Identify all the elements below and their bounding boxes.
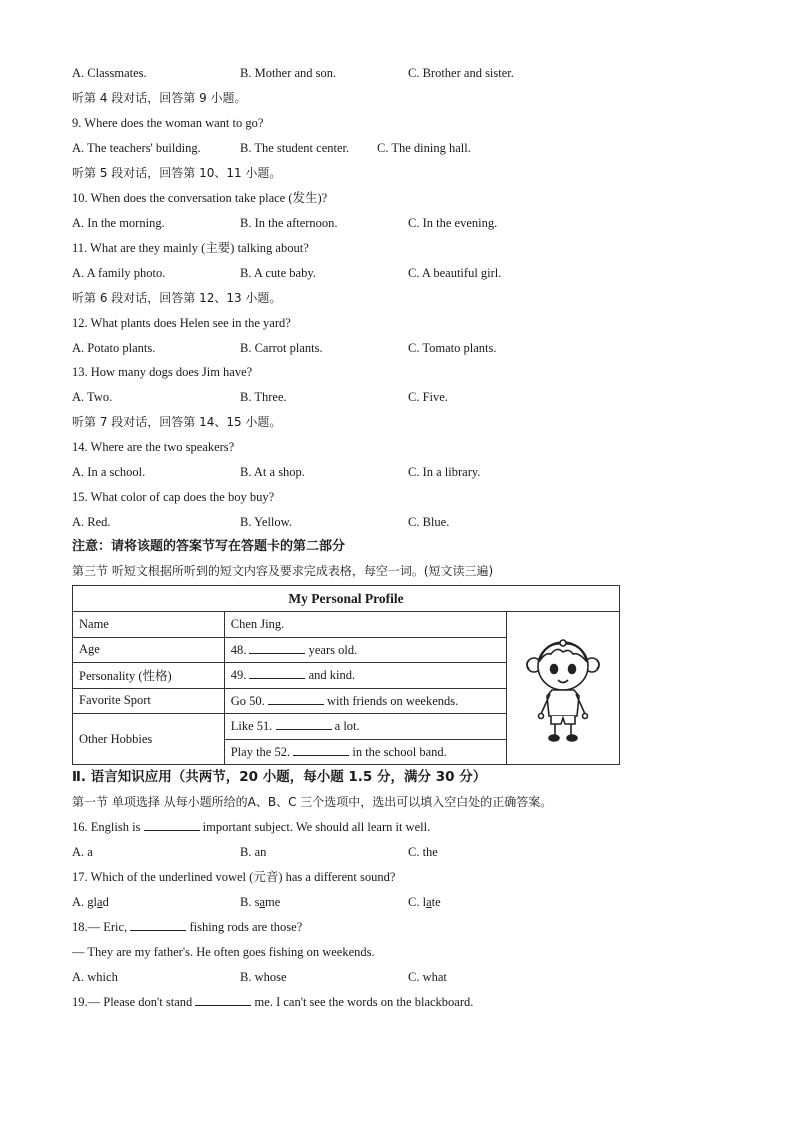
question-17: 17. Which of the underlined vowel (元音) has a different sound? [72, 870, 396, 884]
question-text: fishing rods are those? [189, 920, 303, 934]
row-text: a lot. [334, 719, 360, 734]
answer-blank[interactable] [268, 693, 324, 705]
option-a: A. The teachers' building. [72, 141, 201, 155]
blank-number: Go 50. [230, 693, 265, 708]
row-text: years old. [308, 642, 358, 657]
option-c: C. The dining hall. [377, 141, 471, 155]
table-row [73, 612, 620, 638]
option-c: C. Tomato plants. [408, 341, 497, 355]
section-2-heading: Ⅱ. 语言知识应用（共两节，20 小题，每小题 1.5 分，满分 30 分） [72, 769, 487, 785]
answer-blank[interactable] [195, 994, 251, 1006]
row-label: Name [73, 612, 225, 638]
option-c: C. Five. [408, 390, 448, 404]
row-value [224, 663, 506, 689]
option-a: A. In a school. [72, 465, 146, 479]
option-c: C. the [408, 845, 438, 859]
option-b: B. At a shop. [240, 465, 305, 479]
question-19 [72, 993, 473, 1011]
row-label: Other Hobbies [73, 714, 225, 765]
option-c: C. Blue. [408, 515, 450, 529]
option-c: C. In a library. [408, 465, 481, 479]
option-a: A. which [72, 970, 118, 984]
option-c: C. A beautiful girl. [408, 266, 502, 280]
blank-number: 48. [230, 642, 247, 657]
option-a: A. a [72, 845, 93, 859]
option-b: B. A cute baby. [240, 266, 316, 280]
option-a: A. Two. [72, 390, 113, 404]
option-a: A. A family photo. [72, 266, 166, 280]
question-text: 16. English is [72, 820, 141, 834]
part3-instruction: 第三节 听短文根据所听到的短文内容及要求完成表格，每空一词。(短文读三遍) [72, 564, 494, 578]
answer-blank[interactable] [249, 642, 305, 654]
option-b: B. whose [240, 970, 287, 984]
answer-note: 注意：请将该题的答案节写在答题卡的第二部分 [72, 539, 346, 554]
section-instruction: 听第 6 段对话，回答第 12、13 小题。 [72, 291, 282, 305]
option-a: A. Classmates. [72, 66, 147, 80]
option-c: C. what [408, 970, 447, 984]
question-10: 10. When does the conversation take place (发生)? [72, 191, 328, 205]
answer-blank[interactable] [130, 919, 186, 931]
row-value: Chen Jing. [224, 612, 506, 638]
blank-number: Like 51. [230, 719, 273, 734]
answer-blank[interactable] [293, 744, 349, 756]
row-text: in the school band. [352, 744, 447, 759]
option-b: B. In the afternoon. [240, 216, 338, 230]
question-text: me. I can't see the words on the blackboard. [254, 995, 474, 1009]
row-label: Age [73, 637, 225, 663]
answer-blank[interactable] [144, 819, 200, 831]
section-instruction: 听第 7 段对话，回答第 14、15 小题。 [72, 415, 282, 429]
question-13: 13. How many dogs does Jim have? [72, 365, 253, 379]
question-11: 11. What are they mainly (主要) talking about? [72, 241, 309, 255]
option-b: B. same [240, 895, 281, 909]
option-b: B. Carrot plants. [240, 341, 323, 355]
question-12: 12. What plants does Helen see in the yard? [72, 316, 291, 330]
question-16 [72, 818, 430, 836]
row-value [224, 714, 506, 740]
blank-number: 49. [230, 668, 247, 683]
option-c: C. Brother and sister. [408, 66, 514, 80]
answer-blank[interactable] [276, 718, 332, 730]
q18-reply: — They are my father's. He often goes fishing on weekends. [72, 945, 375, 959]
question-9: 9. Where does the woman want to go? [72, 116, 264, 130]
option-a: A. Potato plants. [72, 341, 156, 355]
girl-illustration-cell [507, 612, 620, 765]
option-b: B. Three. [240, 390, 287, 404]
question-14: 14. Where are the two speakers? [72, 440, 235, 454]
row-label: Personality (性格) [73, 663, 225, 689]
question-text: 18.— Eric, [72, 920, 128, 934]
question-text: important subject. We should all learn it well. [202, 820, 431, 834]
blank-number: Play the 52. [230, 744, 291, 759]
option-b: B. The student center. [240, 141, 350, 155]
option-a: A. Red. [72, 515, 111, 529]
option-b: B. Yellow. [240, 515, 292, 529]
question-text: 19.— Please don't stand [72, 995, 193, 1009]
question-18 [72, 918, 302, 936]
girl-illustration [513, 630, 613, 746]
part1-instruction: 第一节 单项选择 从每小题所给的A、B、C 三个选项中，选出可以填入空白处的正确答案。 [72, 795, 553, 809]
answer-blank[interactable] [249, 667, 305, 679]
option-c: C. late [408, 895, 441, 909]
row-value [224, 688, 506, 714]
question-15: 15. What color of cap does the boy buy? [72, 490, 275, 504]
table-title: My Personal Profile [73, 586, 620, 612]
option-b: B. an [240, 845, 267, 859]
option-a: A. In the morning. [72, 216, 165, 230]
section-instruction: 听第 4 段对话，回答第 9 小题。 [72, 91, 247, 105]
section-instruction: 听第 5 段对话，回答第 10、11 小题。 [72, 166, 282, 180]
option-c: C. In the evening. [408, 216, 498, 230]
row-text: and kind. [308, 668, 356, 683]
row-label: Favorite Sport [73, 688, 225, 714]
row-value [224, 739, 506, 765]
row-text: with friends on weekends. [327, 693, 459, 708]
option-a: A. glad [72, 895, 109, 909]
personal-profile-table [72, 585, 620, 765]
row-value [224, 637, 506, 663]
option-b: B. Mother and son. [240, 66, 337, 80]
